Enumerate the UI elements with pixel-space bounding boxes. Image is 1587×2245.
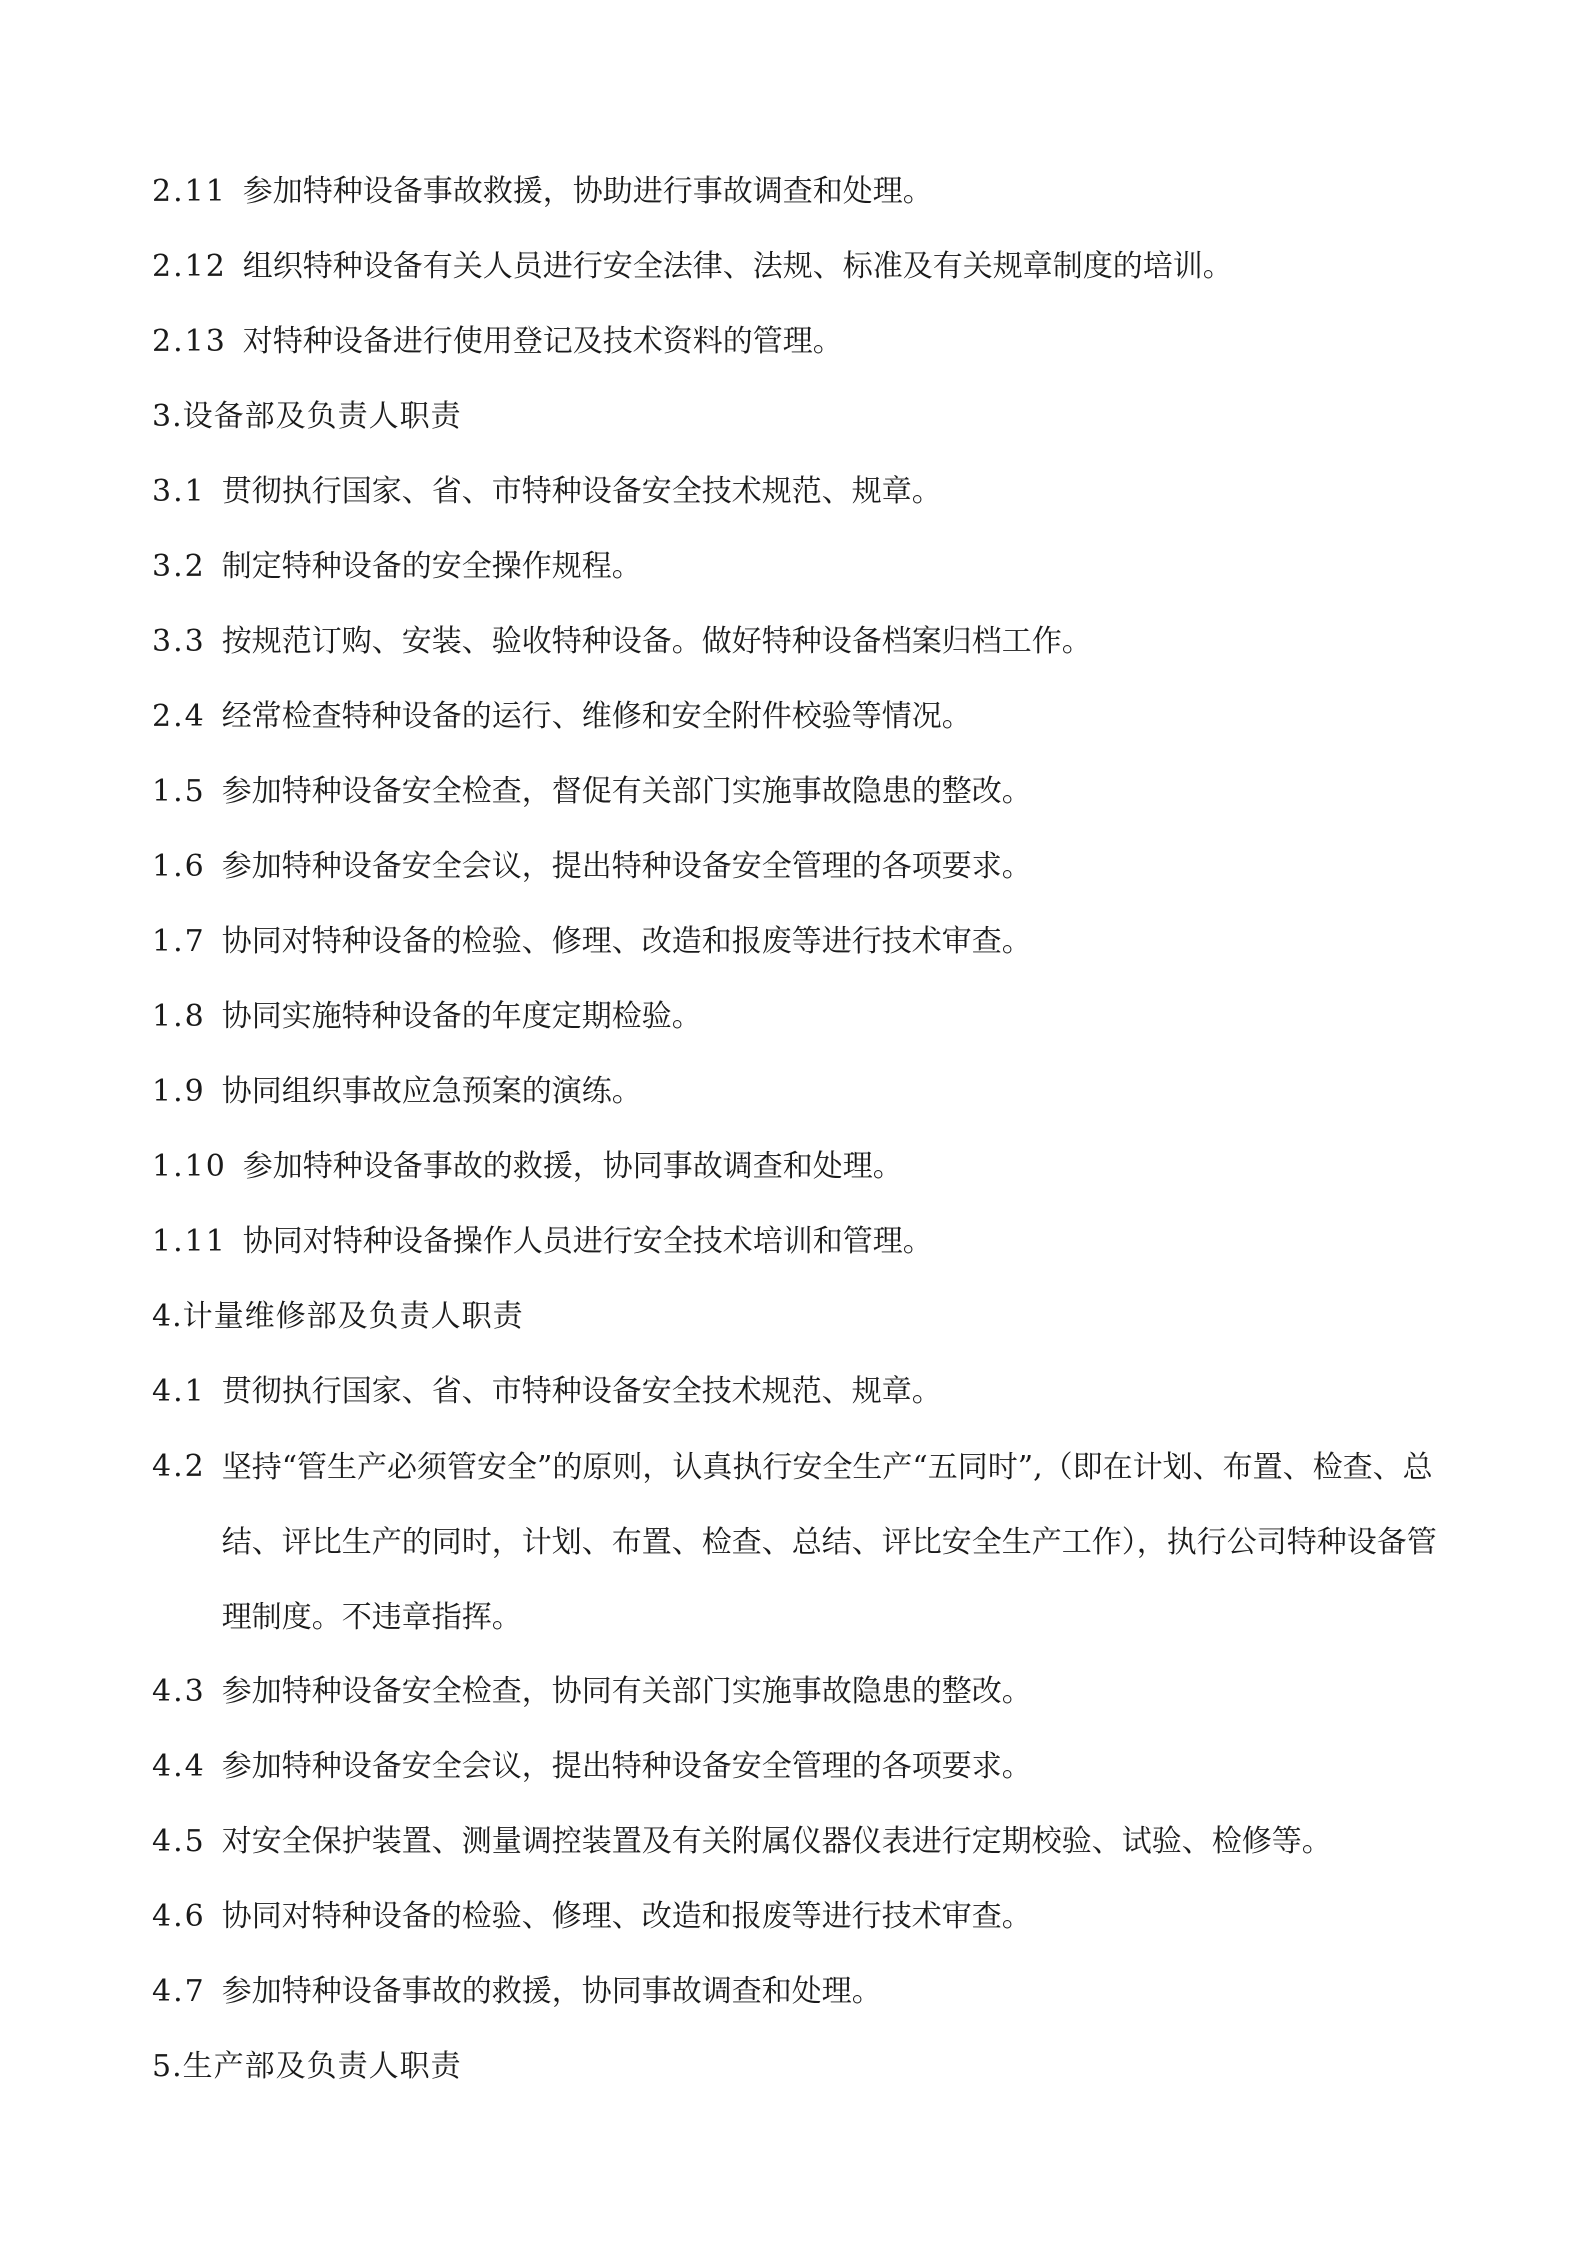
clause-1-10 (152, 1147, 1442, 1222)
clause-1-7 (152, 922, 1442, 997)
clause-3-2 (152, 547, 1442, 622)
clause-number: 3.3 (152, 624, 206, 659)
clause-text: 参加特种设备事故的救援，协同事故调查和处理。 (242, 1149, 903, 1184)
clause-1-11 (152, 1222, 1442, 1297)
clause-number: 1.9 (152, 1074, 206, 1109)
clause-number: 1.7 (152, 924, 206, 959)
clause-3-1 (152, 472, 1442, 547)
clause-4-4 (152, 1747, 1442, 1822)
clause-number: 4.2 (152, 1449, 206, 1484)
clause-text: 参加特种设备事故救援，协助进行事故调查和处理。 (242, 174, 933, 209)
clause-number: 2.4 (152, 699, 206, 734)
clause-number: 2.12 (152, 249, 227, 284)
clause-number: 4.5 (152, 1824, 206, 1859)
clause-number: 4.3 (152, 1674, 206, 1709)
document-body (152, 172, 1442, 2122)
clause-number: 1.11 (152, 1224, 227, 1259)
section-heading-5: 5.生产部及负责人职责 (152, 2049, 462, 2084)
clause-number: 2.13 (152, 324, 227, 359)
clause-number: 1.10 (152, 1149, 227, 1184)
clause-text: 协同对特种设备的检验、修理、改造和报废等进行技术审查。 (221, 924, 1032, 959)
clause-number: 3.2 (152, 549, 206, 584)
clause-number: 2.11 (152, 174, 227, 209)
clause-1-5 (152, 772, 1442, 847)
clause-2-4 (152, 697, 1442, 772)
clause-2-12 (152, 247, 1442, 322)
clause-1-9 (152, 1072, 1442, 1147)
clause-number: 1.6 (152, 849, 206, 884)
clause-number: 1.8 (152, 999, 206, 1034)
clause-text: 参加特种设备安全会议，提出特种设备安全管理的各项要求。 (221, 849, 1032, 884)
clause-text: 参加特种设备安全检查，协同有关部门实施事故隐患的整改。 (221, 1674, 1032, 1709)
clause-4-5 (152, 1822, 1442, 1897)
clause-text: 贯彻执行国家、省、市特种设备安全技术规范、规章。 (221, 474, 942, 509)
clause-text: 对特种设备进行使用登记及技术资料的管理。 (242, 324, 843, 359)
clause-number: 4.1 (152, 1374, 206, 1409)
clause-2-13 (152, 322, 1442, 397)
clause-text: 参加特种设备安全会议，提出特种设备安全管理的各项要求。 (221, 1749, 1032, 1784)
clause-4-2 (152, 1447, 1442, 1672)
clause-number: 3.1 (152, 474, 206, 509)
clause-text: 组织特种设备有关人员进行安全法律、法规、标准及有关规章制度的培训。 (242, 249, 1233, 284)
section-heading-4: 4.计量维修部及负责人职责 (152, 1299, 524, 1334)
clause-text: 参加特种设备事故的救援，协同事故调查和处理。 (221, 1974, 882, 2009)
clause-text: 对安全保护装置、测量调控装置及有关附属仪器仪表进行定期校验、试验、检修等。 (221, 1824, 1332, 1859)
clause-number: 4.4 (152, 1749, 206, 1784)
clause-number: 4.6 (152, 1899, 206, 1934)
clause-text: 协同组织事故应急预案的演练。 (221, 1074, 642, 1109)
clause-text: 参加特种设备安全检查，督促有关部门实施事故隐患的整改。 (221, 774, 1032, 809)
clause-text: 经常检查特种设备的运行、维修和安全附件校验等情况。 (221, 699, 972, 734)
clause-3-3 (152, 622, 1442, 697)
clause-number: 1.5 (152, 774, 206, 809)
clause-1-6 (152, 847, 1442, 922)
clause-4-7 (152, 1972, 1442, 2047)
clause-text: 贯彻执行国家、省、市特种设备安全技术规范、规章。 (221, 1374, 942, 1409)
clause-text: 坚持“管生产必须管安全”的原则，认真执行安全生产“五同时”,（即在计划、布置、检查、总结、评比生产的同时，计划、布置、检查、总结、评比安全生产工作），执行公司特种设备管理制度。不违章指挥。 (221, 1450, 1437, 1635)
clause-text: 制定特种设备的安全操作规程。 (221, 549, 642, 584)
clause-1-8 (152, 997, 1442, 1072)
clause-text: 协同实施特种设备的年度定期检验。 (221, 999, 702, 1034)
clause-text: 协同对特种设备操作人员进行安全技术培训和管理。 (242, 1224, 933, 1259)
clause-text: 按规范订购、安装、验收特种设备。做好特种设备档案归档工作。 (221, 624, 1092, 659)
clause-text: 协同对特种设备的检验、修理、改造和报废等进行技术审查。 (221, 1899, 1032, 1934)
clause-4-6 (152, 1897, 1442, 1972)
section-heading-3: 3.设备部及负责人职责 (152, 399, 462, 434)
clause-2-11 (152, 172, 1442, 247)
clause-number: 4.7 (152, 1974, 206, 2009)
clause-4-3 (152, 1672, 1442, 1747)
